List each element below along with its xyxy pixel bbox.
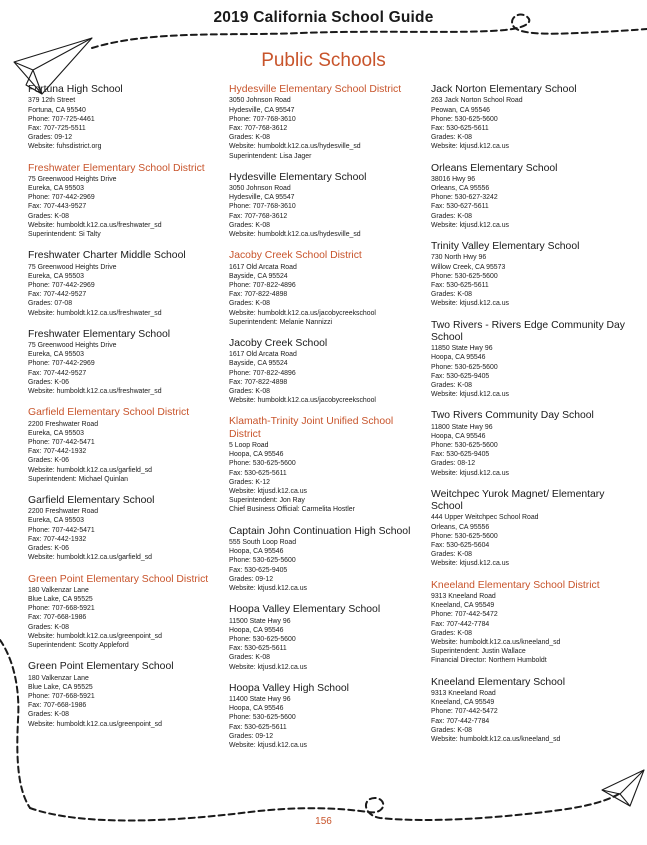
detail-line: Website: humboldt.k12.ca.us/jacobycreekschool [229,309,376,317]
entry-details [431,689,629,744]
detail-line: Fax: 707-725-5511 [28,124,86,132]
detail-line: 75 Greenwood Heights Drive [28,175,117,183]
column-3 [431,84,629,755]
detail-line: Grades: K-08 [431,629,472,637]
detail-line: Hoopa, CA 95546 [229,626,284,634]
detail-line: Grades: K-08 [431,134,472,142]
detail-line: 1617 Old Arcata Road [229,263,297,271]
district-name: Freshwater Elementary School District [28,162,205,174]
detail-line: Hoopa, CA 95546 [229,548,284,556]
school-entry [431,677,629,745]
detail-line: Fax: 707-668-1986 [28,614,87,622]
district-name: Jacoby Creek School District [229,250,362,262]
detail-line: Fax: 530-625-9405 [229,566,288,574]
detail-line: Website: ktjusd.k12.ca.us [431,300,510,308]
detail-line: Website: fuhsdistrict.org [28,143,102,151]
detail-line: Superintendent: Jon Ray [229,497,305,505]
district-entry [28,163,223,240]
school-name: Fortuna High School [28,84,123,95]
detail-line: Fax: 707-668-1986 [28,702,87,710]
detail-line: Grades: 09-12 [229,732,274,740]
detail-line: Phone: 707-442-5472 [431,611,498,619]
detail-line: 263 Jack Norton School Road [431,97,523,105]
district-entry [28,574,223,651]
entry-details [229,96,425,160]
entry-details [28,96,223,151]
detail-line: Fax: 530-625-9405 [431,372,490,380]
entry-details [28,586,223,650]
school-entry [431,241,629,309]
school-entry [431,163,629,231]
detail-line: 11500 State Hwy 96 [229,617,291,625]
school-entry [431,489,629,569]
page-number: 156 [315,816,332,827]
detail-line: Website: humboldt.k12.ca.us/garfield_sd [28,466,152,474]
detail-line: Superintendent: Melanie Nannizzi [229,318,333,326]
detail-line: Phone: 530-627-3242 [431,194,498,202]
detail-line: Grades: K-08 [431,551,472,559]
detail-line: Phone: 707-822-4896 [229,281,296,289]
detail-line: 11850 State Hwy 96 [431,345,493,353]
detail-line: Fax: 707-442-1932 [28,448,87,456]
detail-line: 11800 State Hwy 96 [431,423,493,431]
detail-line: Hoopa, CA 95546 [229,451,284,459]
detail-line: Website: humboldt.k12.ca.us/kneeland_sd [431,735,561,743]
detail-line: 38016 Hwy 96 [431,175,476,183]
detail-line: Website: humboldt.k12.ca.us/greenpoint_sd [28,720,162,728]
detail-line: Website: ktjusd.k12.ca.us [431,221,510,229]
detail-line: Blue Lake, CA 95525 [28,683,93,691]
detail-line: Fax: 707-822-4898 [229,291,288,299]
school-name: Jack Norton Elementary School [431,84,577,95]
detail-line: Fax: 707-442-7784 [431,620,490,628]
district-entry [431,580,629,666]
entry-details [229,538,425,593]
detail-line: 3050 Johnson Road [229,97,291,105]
entry-details [431,344,629,399]
detail-line: Phone: 707-442-2969 [28,360,95,368]
detail-line: Phone: 530-625-5600 [431,272,498,280]
district-entry [229,416,425,514]
detail-line: Phone: 707-725-4461 [28,115,95,123]
detail-line: Fax: 707-768-3612 [229,124,288,132]
detail-line: Grades: K-06 [28,457,69,465]
detail-line: 75 Greenwood Heights Drive [28,342,117,350]
detail-line: Phone: 707-442-5472 [431,708,498,716]
detail-line: Website: ktjusd.k12.ca.us [431,469,510,477]
detail-line: Kneeland, CA 95549 [431,699,495,707]
detail-line: 730 North Hwy 96 [431,254,487,262]
detail-line: Phone: 707-768-3610 [229,203,296,211]
entry-details [28,507,223,562]
detail-line: Fax: 707-442-9527 [28,369,87,377]
detail-line: Grades: K-08 [229,300,270,308]
school-name: Two Rivers Community Day School [431,410,594,422]
school-name: Captain John Continuation High School [229,525,411,537]
entry-details [431,96,629,151]
detail-line: Website: ktjusd.k12.ca.us [229,663,308,671]
school-entry [229,338,425,406]
detail-line: Eureka, CA 95503 [28,351,84,359]
detail-line: Phone: 530-625-5600 [431,442,498,450]
detail-line: Fax: 530-625-5611 [229,723,287,731]
detail-line: Website: humboldt.k12.ca.us/freshwater_sd [28,221,162,229]
school-name: Freshwater Charter Middle School [28,250,186,262]
detail-line: Kneeland, CA 95549 [431,602,495,610]
detail-line: 379 12th Street [28,97,76,105]
left-flight-path [0,640,30,808]
school-name: Hoopa Valley Elementary School [229,604,381,616]
detail-line: 180 Valkenzar Lane [28,586,89,594]
school-name: Jacoby Creek School [229,337,328,349]
district-entry [229,84,425,161]
school-name: Weitchpec Yurok Magnet/ Elementary School [431,488,605,513]
detail-line: Phone: 707-668-5921 [28,692,95,700]
detail-line: Grades: K-08 [28,711,69,719]
detail-line: Fax: 530-625-5611 [431,124,489,132]
school-entry [28,84,223,152]
detail-line: 1617 Old Arcata Road [229,351,297,359]
school-name: Trinity Valley Elementary School [431,241,580,253]
school-entry [28,495,223,563]
entry-details [431,592,629,666]
section-title: Public Schools [261,50,386,71]
detail-line: Website: ktjusd.k12.ca.us [229,742,308,750]
detail-line: Phone: 707-442-5471 [28,526,95,534]
detail-line: Orleans, CA 95556 [431,523,490,531]
detail-line: Grades: K-08 [431,212,472,220]
school-name: Hydesville Elementary School [229,171,367,183]
school-name: Orleans Elementary School [431,162,558,174]
school-entry [431,84,629,152]
district-entry [28,407,223,484]
detail-line: Hoopa, CA 95546 [229,705,284,713]
school-name: Freshwater Elementary School [28,328,171,340]
school-name: Green Point Elementary School [28,661,174,673]
detail-line: Phone: 707-442-5471 [28,438,95,446]
entry-details [229,184,425,239]
detail-line: Eureka, CA 95503 [28,517,84,525]
entry-details [431,253,629,308]
detail-line: Superintendent: Si Talty [28,231,101,239]
detail-line: Phone: 530-625-5600 [229,557,296,565]
district-name: Klamath-Trinity Joint Unified School District [229,416,394,440]
detail-line: 75 Greenwood Heights Drive [28,263,117,271]
detail-line: Superintendent: Justin Wallace [431,648,526,656]
entry-details [28,341,223,396]
detail-line: Grades: K-08 [229,221,270,229]
detail-line: Fax: 707-822-4898 [229,378,288,386]
school-entry [431,320,629,400]
detail-line: Grades: K-08 [28,623,69,631]
entry-details [28,263,223,318]
detail-line: Fax: 707-442-1932 [28,535,87,543]
detail-line: Fax: 530-625-5611 [229,645,287,653]
detail-line: Grades: K-12 [229,478,270,486]
detail-line: Blue Lake, CA 95525 [28,596,93,603]
detail-line: Phone: 530-625-5600 [229,714,296,722]
detail-line: 180 Valkenzar Lane [28,674,89,682]
detail-line: Website: ktjusd.k12.ca.us [431,391,510,399]
entry-details [28,674,223,729]
detail-line: 444 Upper Weitchpec School Road [431,514,539,522]
detail-line: Phone: 530-625-5600 [431,532,498,540]
district-name: Garfield Elementary School District [28,407,190,419]
detail-line: Grades: K-08 [28,212,69,220]
detail-line: Website: humboldt.k12.ca.us/hydesville_sd [229,231,361,239]
detail-line: 2200 Freshwater Road [28,508,99,516]
detail-line: Phone: 530-625-5600 [431,363,498,371]
detail-line: Chief Business Official: Carmelita Hostler [229,506,355,514]
entry-details [28,175,223,239]
detail-line: Superintendent: Lisa Jager [229,152,312,160]
entry-details [229,350,425,405]
detail-line: Fax: 707-442-9527 [28,291,87,299]
detail-line: Phone: 530-625-5600 [431,115,498,123]
column-2 [229,84,425,761]
detail-line: Phone: 707-442-2969 [28,281,95,289]
entry-details [229,441,425,515]
detail-line: Superintendent: Michael Quinlan [28,475,128,483]
detail-line: Fax: 707-443-9527 [28,203,87,211]
detail-line: 9313 Kneeland Road [431,592,496,600]
detail-line: Fortuna, CA 95540 [28,106,86,114]
detail-line: Grades: K-08 [229,134,270,142]
school-entry [229,683,425,751]
school-entry [229,172,425,240]
detail-line: Willow Creek, CA 95573 [431,263,506,271]
detail-line: Phone: 530-625-5600 [229,635,296,643]
detail-line: Orleans, CA 95556 [431,185,490,193]
school-entry [28,250,223,318]
detail-line: Fax: 530-625-9405 [431,451,490,459]
entry-details [28,420,223,484]
detail-line: Peowan, CA 95546 [431,106,490,114]
detail-line: Phone: 707-768-3610 [229,115,296,123]
school-entry [229,526,425,594]
detail-line: 555 South Loop Road [229,538,297,546]
detail-line: Eureka, CA 95503 [28,272,84,280]
detail-line: Hydesville, CA 95547 [229,194,295,202]
detail-line: Grades: 09-12 [28,134,73,142]
entry-details [229,617,425,672]
detail-line: Grades: K-06 [28,378,69,386]
school-name: Kneeland Elementary School [431,676,566,688]
district-name: Hydesville Elementary School District [229,84,402,95]
detail-line: Website: ktjusd.k12.ca.us [431,143,510,151]
detail-line: Website: humboldt.k12.ca.us/kneeland_sd [431,639,561,646]
detail-line: Financial Director: Northern Humboldt [431,657,547,665]
detail-line: 11400 State Hwy 96 [229,696,291,704]
detail-line: Fax: 707-442-7784 [431,717,490,725]
detail-line: Website: humboldt.k12.ca.us/freshwater_sd [28,309,162,317]
detail-line: Website: humboldt.k12.ca.us/greenpoint_sd [28,632,162,640]
school-name: Garfield Elementary School [28,494,155,506]
detail-line: 3050 Johnson Road [229,185,291,193]
district-name: Green Point Elementary School District [28,573,209,585]
detail-line: 9313 Kneeland Road [431,689,496,697]
detail-line: Grades: 08-12 [431,460,476,468]
entry-details [431,175,629,230]
school-entry [431,410,629,478]
detail-line: Bayside, CA 95524 [229,360,288,368]
detail-line: Website: humboldt.k12.ca.us/garfield_sd [28,554,152,562]
detail-line: Phone: 707-442-2969 [28,194,95,202]
detail-line: Grades: K-08 [229,654,270,662]
entry-details [431,513,629,568]
detail-line: Fax: 530-625-5611 [431,281,489,289]
detail-line: Superintendent: Scotty Appleford [28,642,129,650]
detail-line: Website: humboldt.k12.ca.us/jacobycreekschool [229,397,376,405]
entry-details [229,263,425,327]
detail-line: Eureka, CA 95503 [28,429,84,437]
detail-line: 5 Loop Road [229,442,269,450]
detail-line: 2200 Freshwater Road [28,420,99,428]
school-entry [229,604,425,672]
detail-line: Grades: K-08 [229,388,270,396]
detail-line: Hoopa, CA 95546 [431,354,486,362]
detail-line: Grades: 07-08 [28,300,73,308]
detail-line: Website: ktjusd.k12.ca.us [431,560,510,568]
detail-line: Fax: 707-768-3612 [229,212,288,220]
column-1 [28,84,223,740]
detail-line: Hoopa, CA 95546 [431,432,486,440]
detail-line: Grades: K-08 [431,291,472,299]
detail-line: Eureka, CA 95503 [28,185,84,193]
detail-line: Fax: 530-627-5611 [431,203,489,211]
detail-line: Website: ktjusd.k12.ca.us [229,488,308,496]
school-entry [28,661,223,729]
district-name: Kneeland Elementary School District [431,579,600,591]
detail-line: Phone: 707-668-5921 [28,605,95,613]
paper-plane-icon [602,770,644,806]
detail-line: Website: humboldt.k12.ca.us/hydesville_sd [229,143,361,151]
detail-line: Grades: K-08 [431,381,472,389]
school-entry [28,329,223,397]
guide-title: 2019 California School Guide [213,9,434,26]
detail-line: Phone: 707-822-4896 [229,369,296,377]
district-entry [229,250,425,327]
detail-line: Fax: 530-625-5604 [431,542,490,550]
detail-line: Website: humboldt.k12.ca.us/freshwater_sd [28,388,162,396]
detail-line: Grades: K-06 [28,545,69,553]
detail-line: Hydesville, CA 95547 [229,106,295,114]
detail-line: Bayside, CA 95524 [229,272,288,280]
detail-line: Grades: K-08 [431,726,472,734]
detail-line: Grades: 09-12 [229,575,274,583]
school-name: Two Rivers - Rivers Edge Community Day School [431,319,626,343]
detail-line: Fax: 530-625-5611 [229,469,287,477]
detail-line: Phone: 530-625-5600 [229,460,296,468]
entry-details [431,423,629,478]
detail-line: Website: ktjusd.k12.ca.us [229,585,308,592]
entry-details [229,695,425,750]
school-name: Hoopa Valley High School [229,682,349,694]
